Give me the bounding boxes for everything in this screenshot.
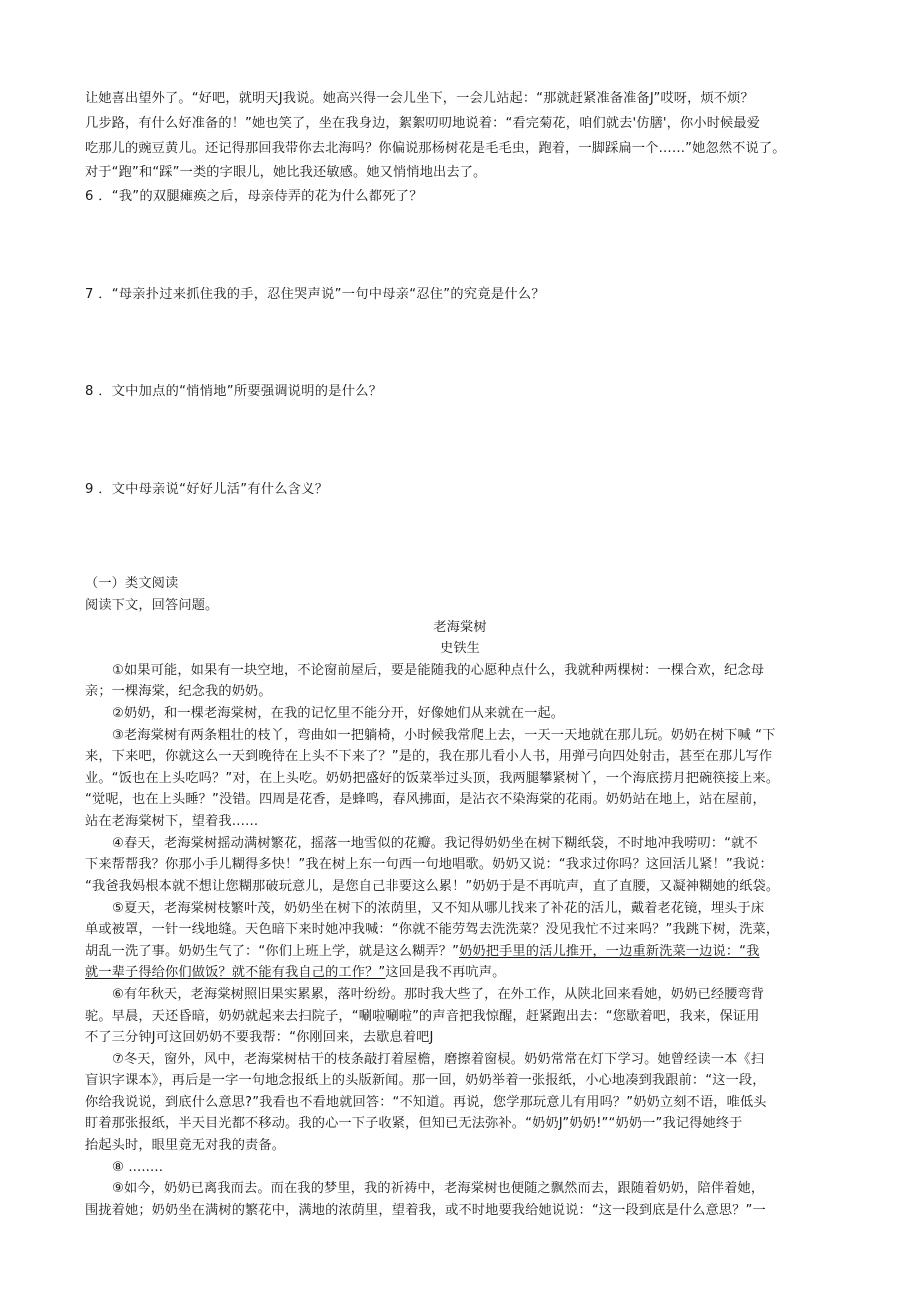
question-9	[85, 479, 845, 501]
article-line: 来，下来吧，你就这么一天到晚待在上头不下来了？”是的，我在那儿看小人书，用弹弓向四处射击，甚至在那儿写作	[85, 749, 773, 764]
article-line: 驼。早晨，天还昏暗，奶奶就起来去扫院子，“唰啦唰啦”的声音把我惊醒，赶紧跑出去：“您歇着吧，我来，保证用	[85, 1009, 760, 1024]
article-line: “我爸我妈根本就不想让您糊那破玩意儿，是您自己非要这么累！”奶奶于是不再吭声，直了直腰，又凝神糊她的纸袋。	[85, 879, 780, 894]
underlined-sentence: 奶奶把手里的活儿推开，一边重新洗菜一边说：“我	[459, 944, 760, 959]
article-line: 下来帮帮我？你那小手儿糊得多快！”我在树上东一句西一句地唱歌。奶奶又说：“我求过你吗？这回活儿紧！”我说：	[85, 857, 773, 872]
article-line: 单或被罩，一针一线地缝。天色暗下来时她冲我喊：“你就不能劳驾去洗洗菜？没见我忙不过来吗？”我跳下树，洗菜，	[85, 922, 780, 937]
question-8	[85, 381, 845, 403]
article-line: 业。“饭也在上头吃吗？”对，在上头吃。奶奶把盛好的饭菜举过头顶，我两腿攀紧树丫，一个海底捞月把碗筷接上来。	[85, 771, 780, 786]
article-line: 围拢着她；奶奶坐在满树的繁花中，满地的浓荫里，望着我，或不时地要我给她说说：“这一段到底是什么意思？”一	[85, 1203, 766, 1218]
question-6	[85, 186, 845, 208]
article-line: 亲；一棵海棠，纪念我的奶奶。	[85, 684, 272, 699]
question-number: 9	[85, 482, 94, 497]
question-7	[85, 284, 845, 306]
passage-line: 几步路，有什么好准备的！”她也笑了，坐在我身边，絮絮叨叨地说着：“看完菊花，咱们就去'仿膳'，你小时候最爱	[85, 116, 761, 131]
question-text: ．文中加点的“悄悄地”所要强调说明的是什么？	[98, 384, 383, 399]
article-text: 胡乱一洗了事。奶奶生气了：“你们上班上学，就是这么糊弄？”	[85, 944, 460, 959]
underlined-sentence: 就一辈子得给你们做饭？就不能有我自己的工作？”	[85, 965, 386, 980]
question-number: 8	[85, 384, 94, 399]
question-number: 7	[85, 287, 94, 302]
article-line: 盯着那张报纸，半天目光都不移动。我的心一下子收紧，但知已无法弥补。“奶奶J”奶奶!”“奶奶一”我记得她终于	[85, 1116, 743, 1131]
passage-line: 对于“跑”和“踩”一类的字眼儿，她比我还敏感。她又悄悄地出去了。	[85, 165, 487, 180]
article-line: 站在老海棠树下，望着我……	[85, 814, 259, 829]
question-text: ．“我”的双腿瘫痪之后，母亲侍弄的花为什么都死了？	[98, 189, 423, 204]
passage-line: 吃那儿的豌豆黄儿。还记得那回我带你去北海吗？你偏说那杨树花是毛毛虫，跑着，一脚踩扁一个……”她忽然不说了。	[85, 141, 786, 156]
article-text: 这回是我不再吭声。	[385, 965, 506, 980]
article-line: ②奶奶，和一棵老海棠树，在我的记忆里不能分开，好像她们从来就在一起。	[112, 706, 565, 721]
article-title: 老海棠树	[433, 620, 487, 635]
section-heading: （一）类文阅读	[85, 576, 179, 591]
question-text: ．文中母亲说“好好儿活”有什么含义？	[98, 482, 329, 497]
article-line	[85, 941, 845, 963]
article-line: 盲识字课本》，再后是一字一句地念报纸上的头版新闻。那一回，奶奶举着一张报纸，小心地凑到我跟前：“这一段，	[85, 1073, 766, 1088]
question-number: 6	[85, 189, 94, 204]
question-text: ．“母亲扑过来抓住我的手，忍住哭声说”一句中母亲“忍住”的究竟是什么？	[98, 287, 545, 302]
article-line: ⑨如今，奶奶已离我而去。而在我的梦里，我的祈祷中，老海棠树也便随之飘然而去，跟随着奶奶，陪伴着她，	[112, 1181, 765, 1196]
article-line	[85, 962, 845, 984]
article-line: 你给我说说，到底什么意思?”我看也不看地就回答：“不知道。再说，您学那玩意儿有用吗？”奶奶立刻不语，唯低头	[85, 1095, 767, 1110]
section-instruction: 阅读下文，回答问题。	[85, 598, 219, 613]
article-line: “觉呢，也在上头睡？”没错。四周是花香，是蜂鸣，春风拂面，是沾衣不染海棠的花雨。奶奶站在地上，站在屋前，	[85, 792, 766, 807]
article-line: ④春天，老海棠树摇动满树繁花，摇落一地雪似的花瓣。我记得奶奶坐在树下糊纸袋，不时地冲我唠叨：“就不	[112, 836, 758, 851]
article-line: 抬起头时，眼里竟无对我的责备。	[85, 1138, 286, 1153]
article-line: ⑤夏天，老海棠树枝繁叶茂，奶奶坐在树下的浓荫里，又不知从哪儿找来了补花的活儿，戴着老花镜，埋头于床	[112, 901, 765, 916]
article-line: ⑥有年秋天，老海棠树照旧果实累累，落叶纷纷。那时我大些了，在外工作，从陕北回来看她，奶奶已经腰弯背	[112, 987, 765, 1002]
article-line: ⑦冬天，窗外，风中，老海棠树枯干的枝条敲打着屋檐，磨擦着窗棂。奶奶常常在灯下学习。她曾经读一本《扫	[112, 1052, 765, 1067]
article-author: 史铁生	[439, 641, 480, 656]
article-line: 不了三分钟J可这回奶奶不要我帮：“你刚回来，去歇息着吧J	[85, 1030, 434, 1045]
article-line: ①如果可能，如果有一块空地，不论窗前屋后，要是能随我的心愿种点什么，我就种两棵树：一棵合欢，纪念母	[112, 663, 765, 678]
article-line: ⑧ ........	[112, 1160, 164, 1175]
article-line: ③老海棠树有两条粗壮的枝丫，弯曲如一把躺椅，小时候我常爬上去，一天一天地就在那儿玩。奶奶在树下喊 “下	[112, 728, 776, 743]
passage-line: 让她喜出望外了。“好吧，就明天J我说。她高兴得一会儿坐下，一会儿站起：“那就赶紧准备准备J”哎呀，烦不烦？	[85, 91, 754, 106]
